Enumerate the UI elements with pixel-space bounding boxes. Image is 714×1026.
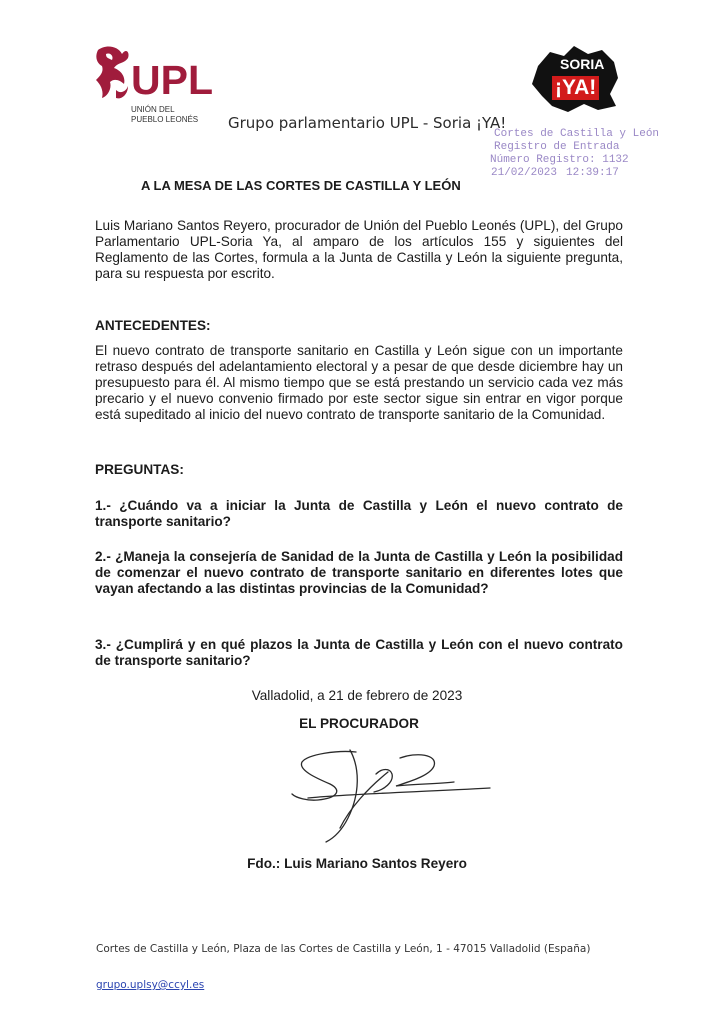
handwritten-signature (268, 738, 498, 850)
signer-title: EL PROCURADOR (299, 716, 419, 731)
question-3: 3.- ¿Cumplirá y en qué plazos la Junta de Castilla y León con el nuevo contrato de transporte sanitario? (95, 637, 623, 668)
intro-paragraph: Luis Mariano Santos Reyero, procurador de Unión del Pueblo Leonés (UPL), del Grupo Parlamentario UPL-Soria Ya, al amparo de los artículos 155 y siguientes del Reglamento de las Cortes, formula a la Junta de Castilla y León la siguiente pregunta, para su respuesta por escrito. (95, 218, 623, 281)
document-heading: A LA MESA DE LAS CORTES DE CASTILLA Y LEÓN (141, 178, 461, 193)
antecedentes-paragraph: El nuevo contrato de transporte sanitario en Castilla y León sigue con un importante retraso después del adelantamiento electoral y a pesar de que desde diciembre hay un presupuesto para él. Al mismo tiempo que se está prestando un servicio cada vez más precario y el nuevo convenio firmado por este sector sigue sin entrar en vigor porque está supeditado al inicio del nuevo contrato de transporte sanitario de la Comunidad. (95, 343, 623, 422)
question-1: 1.- ¿Cuándo va a iniciar la Junta de Castilla y León el nuevo contrato de transporte sanitario? (95, 498, 623, 529)
group-name: Grupo parlamentario UPL - Soria ¡YA! (228, 114, 507, 132)
upl-logo-text: UPL (131, 57, 213, 103)
soria-logo-ya: ¡YA! (552, 76, 599, 100)
stamp-date: 21/02/2023 (491, 167, 558, 179)
footer-email-link[interactable]: grupo.uplsy@ccyl.es (96, 979, 205, 991)
soria-logo-word: SORIA (560, 56, 605, 72)
stamp-register: Registro de Entrada (494, 141, 620, 153)
place-and-date: Valladolid, a 21 de febrero de 2023 (251, 688, 463, 703)
upl-logo-subtitle-line1: UNIÓN DEL (131, 105, 175, 114)
footer-address: Cortes de Castilla y León, Plaza de las Cortes de Castilla y León, 1 - 47015 Valladolid (España) (96, 943, 591, 955)
stamp-institution: Cortes de Castilla y León (494, 128, 660, 140)
antecedentes-label: ANTECEDENTES: (95, 318, 211, 333)
upl-logo-subtitle-line2: PUEBLO LEONÉS (131, 115, 199, 124)
stamp-time: 12:39:17 (566, 167, 619, 179)
stamp-number: Número Registro: 1132 (490, 154, 629, 166)
signed-by: Fdo.: Luis Mariano Santos Reyero (247, 856, 467, 871)
preguntas-label: PREGUNTAS: (95, 462, 184, 477)
question-2: 2.- ¿Maneja la consejería de Sanidad de la Junta de Castilla y León la posibilidad de comenzar el nuevo contrato de transporte sanitario en diferentes lotes que vayan afectando a las distintas provincias de la Comunidad? (95, 549, 623, 596)
